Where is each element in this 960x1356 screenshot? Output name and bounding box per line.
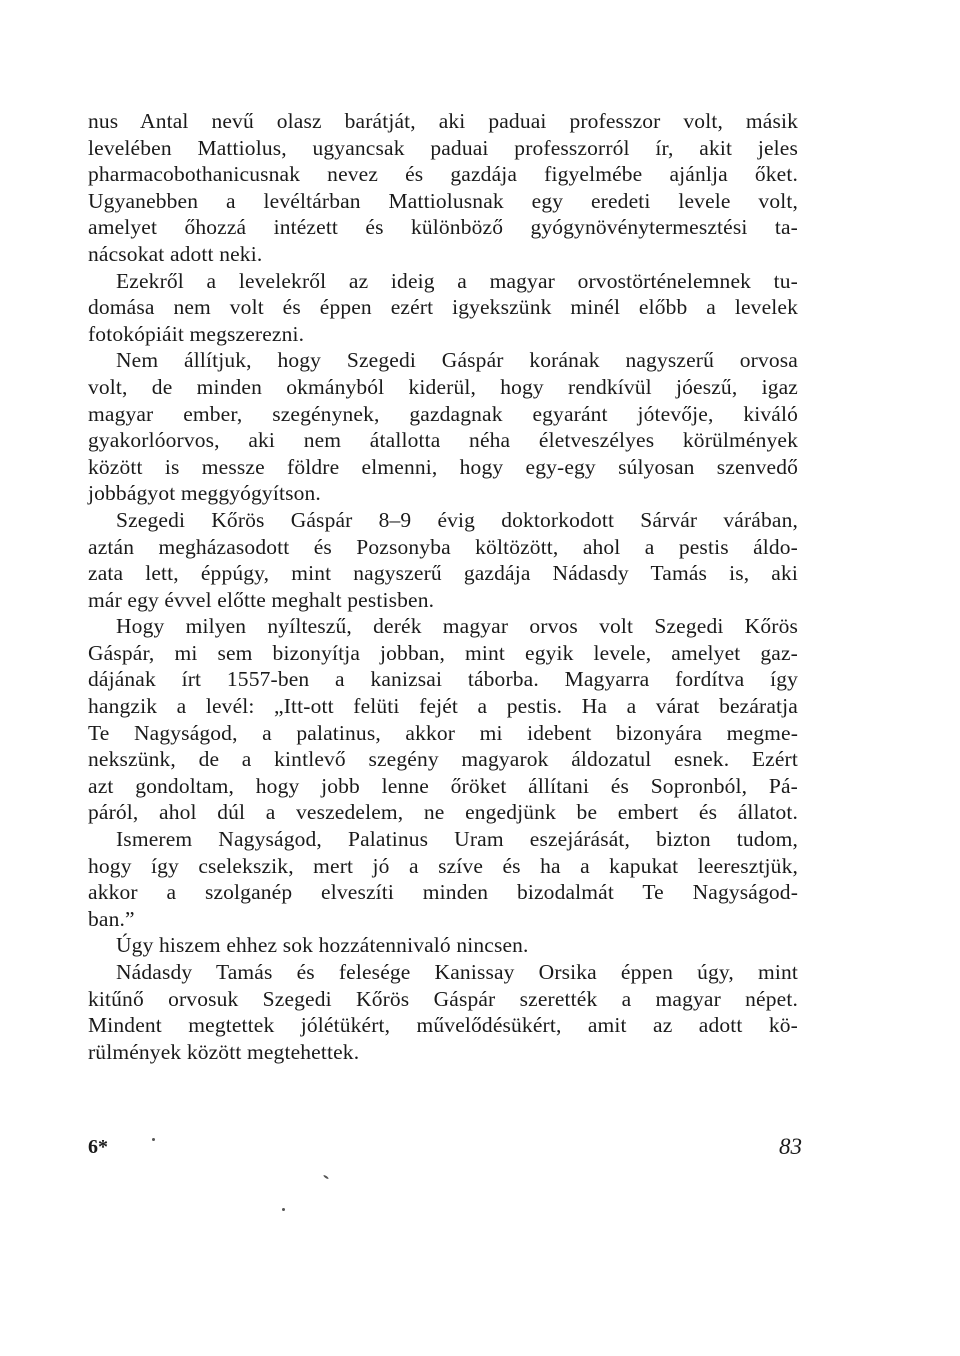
text-line: Te Nagyságod, a palatinus, akkor mi idebent bizonyára megme- bbox=[88, 720, 798, 745]
text-line: fotokópiáit megszerezni. bbox=[88, 321, 305, 346]
page-number: 83 bbox=[779, 1134, 802, 1159]
text-line: jobbágyot meggyógyítson. bbox=[88, 481, 321, 506]
print-speck bbox=[323, 1174, 329, 1179]
text-line: hogy így cselekszik, mert jó a szíve és ha a kapukat leeresztjük, bbox=[88, 853, 798, 878]
text-line: akkor a szolganép elveszíti minden bizodalmát Te Nagyságod- bbox=[88, 880, 798, 905]
text-line: amelyet őhozzá intézett és különböző gyógynövénytermesztési ta- bbox=[88, 215, 798, 240]
text-line: Ismerem Nagyságod, Palatinus Uram eszejárását, bizton tudom, bbox=[116, 827, 798, 852]
text-line: páról, ahol dúl a veszedelem, ne engedjünk be embert és állatot. bbox=[88, 800, 798, 825]
text-line: között is messze földre elmenni, hogy egy-egy súlyosan szenvedő bbox=[88, 454, 798, 479]
text-line: rülmények között megtehettek. bbox=[88, 1039, 360, 1064]
text-line: Ezekről a levelekről az ideig a magyar orvostörténelemnek tu- bbox=[116, 268, 798, 293]
text-line: Úgy hiszem ehhez sok hozzátennivaló nincsen. bbox=[116, 933, 529, 958]
text-line: pharmacobothanicusnak nevez és gazdája figyelmébe ajánlja őket. bbox=[88, 162, 798, 187]
text-line: Nem állítjuk, hogy Szegedi Gáspár korának nagyszerű orvosa bbox=[116, 348, 798, 373]
printer-signature-mark: 6* bbox=[88, 1136, 108, 1158]
text-line: volt, de minden okmányból kiderül, hogy rendkívül jóeszű, igaz bbox=[88, 374, 798, 399]
text-line: Szegedi Kőrös Gáspár 8–9 évig doktorkodott Sárvár várában, bbox=[116, 507, 798, 532]
text-line: nekszünk, de a kintlevő szegény magyarok áldozatul esnek. Ezért bbox=[88, 747, 798, 772]
text-line: domása nem volt és éppen ezért igyekszünk minél előbb a levelek bbox=[88, 295, 798, 320]
text-line: Ugyanebben a levéltárban Mattiolusnak egy eredeti levele volt, bbox=[88, 188, 798, 213]
body-text bbox=[88, 108, 798, 1065]
text-line: már egy évvel előtte meghalt pestisben. bbox=[88, 587, 435, 612]
text-line: nácsokat adott neki. bbox=[88, 241, 263, 266]
print-speck bbox=[282, 1208, 285, 1211]
text-line: levelében Mattiolus, ugyancsak paduai professzorról ír, akit jeles bbox=[88, 135, 798, 160]
text-line: kitűnő orvosuk Szegedi Kőrös Gáspár szerették a magyar népet. bbox=[88, 986, 798, 1011]
text-line: zata lett, éppúgy, mint nagyszerű gazdája Nádasdy Tamás is, aki bbox=[88, 561, 798, 586]
text-line: dájának írt 1557-ben a kanizsai táborba. Magyarra fordítva így bbox=[88, 667, 798, 692]
text-line: aztán megházasodott és Pozsonyba költözött, ahol a pestis áldo- bbox=[88, 534, 798, 559]
text-line: gyakorlóorvos, aki nem átallotta néha életveszélyes körülmények bbox=[88, 428, 798, 453]
text-line: Hogy milyen nyílteszű, derék magyar orvos volt Szegedi Kőrös bbox=[116, 614, 798, 639]
text-line: Gáspár, mi sem bizonyítja jobban, mint egyik levele, amelyet gaz- bbox=[88, 640, 798, 665]
print-speck bbox=[152, 1138, 155, 1141]
text-line: azt gondoltam, hogy jobb lenne őröket állítani és Sopronból, Pá- bbox=[88, 773, 798, 798]
text-line: Nádasdy Tamás és felesége Kanissay Orsika éppen úgy, mint bbox=[116, 960, 798, 984]
text-line: Mindent megtettek jólétükért, művelődésükért, amit az adott kö- bbox=[88, 1013, 798, 1038]
text-line: hangzik a levél: „Itt-ott felüti fejét a pestis. Ha a várat bezáratja bbox=[88, 694, 798, 719]
text-line: nus Antal nevű olasz barátját, aki paduai professzor volt, másik bbox=[88, 109, 798, 133]
text-line: ban.” bbox=[88, 906, 135, 931]
text-line: magyar ember, szegénynek, gazdagnak egyaránt jótevője, kiváló bbox=[88, 401, 798, 426]
